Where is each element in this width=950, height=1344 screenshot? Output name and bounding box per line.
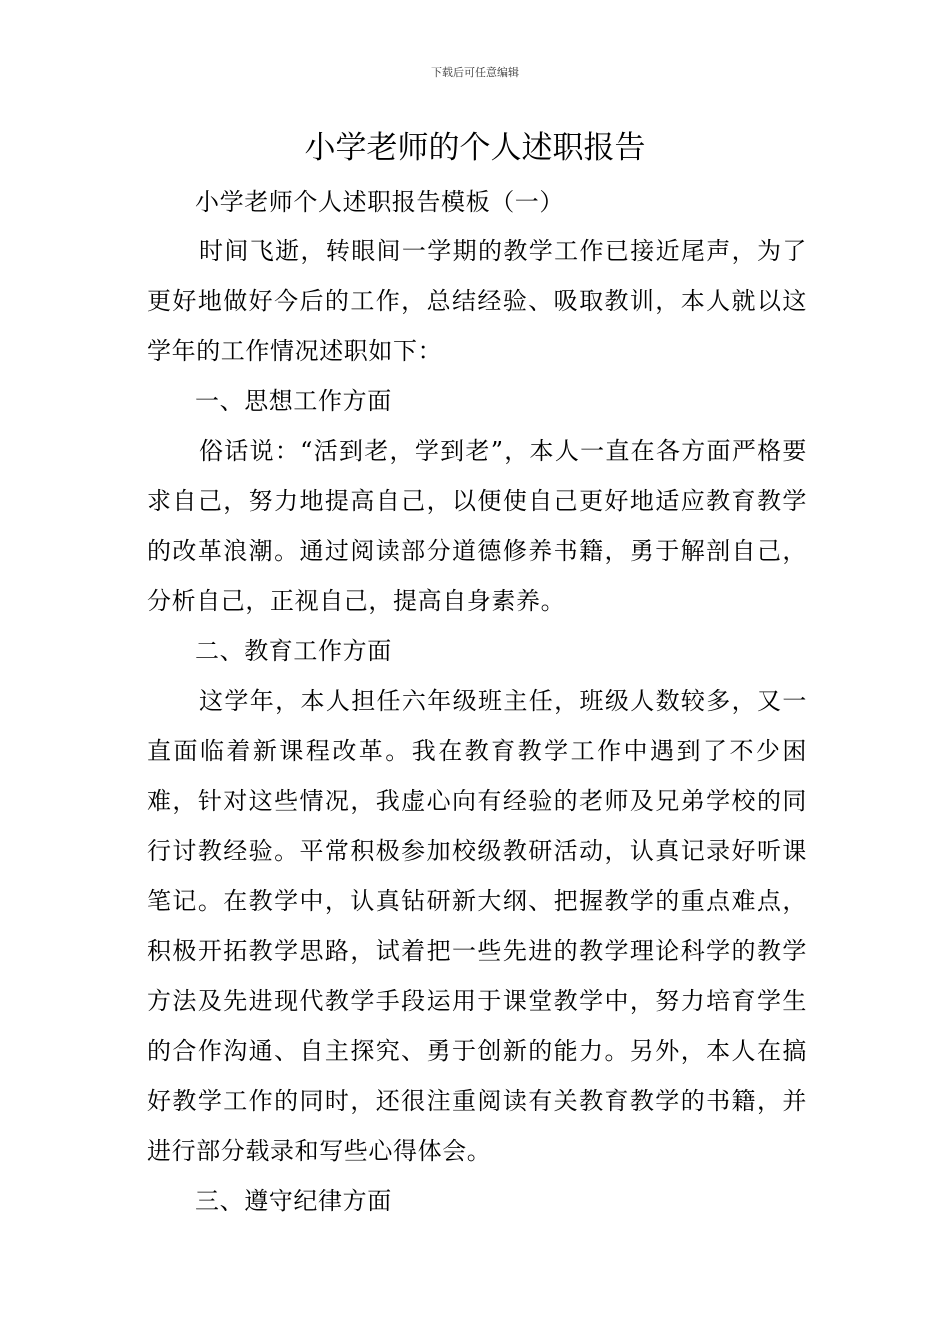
section-heading-discipline: 三、遵守纪律方面 (195, 1187, 392, 1215)
page-title: 小学老师的个人述职报告 (304, 130, 646, 166)
paragraph-thought: 俗话说：“活到老，学到老”，本人一直在各方面严格要求自己，努力地提高自己，以便使自己更好地适应教育教学的改革浪潮。通过阅读部分道德修养书籍，勇于解剖自己，分析自己，正视自己，提高自身素养。 (147, 437, 807, 615)
header-note: 下载后可任意编辑 (431, 66, 519, 79)
subtitle-text: 小学老师个人述职报告模板（一） (195, 188, 564, 216)
document-subtitle (147, 177, 807, 227)
paragraph-education: 这学年，本人担任六年级班主任，班级人数较多，又一直面临着新课程改革。我在教育教学工作中遇到了不少困难，针对这些情况，我虚心向有经验的老师及兄弟学校的同行讨教经验。平常积极参加校级教研活动，认真记录好听课笔记。在教学中，认真钻研新大纲、把握教学的重点难点，积极开拓教学思路，试着把一些先进的教学理论科学的教学方法及先进现代教学手段运用于课堂教学中，努力培育学生的合作沟通、自主探究、勇于创新的能力。另外，本人在搞好教学工作的同时，还很注重阅读有关教育教学的书籍，并进行部分载录和写些心得体会。 (147, 687, 807, 1165)
paragraph-intro: 时间飞逝，转眼间一学期的教学工作已接近尾声，为了更好地做好今后的工作，总结经验、吸取教训，本人就以这学年的工作情况述职如下： (147, 237, 807, 365)
document-body (147, 226, 807, 1226)
section-heading-education: 二、教育工作方面 (195, 637, 392, 665)
section-heading-thought: 一、思想工作方面 (195, 387, 392, 415)
